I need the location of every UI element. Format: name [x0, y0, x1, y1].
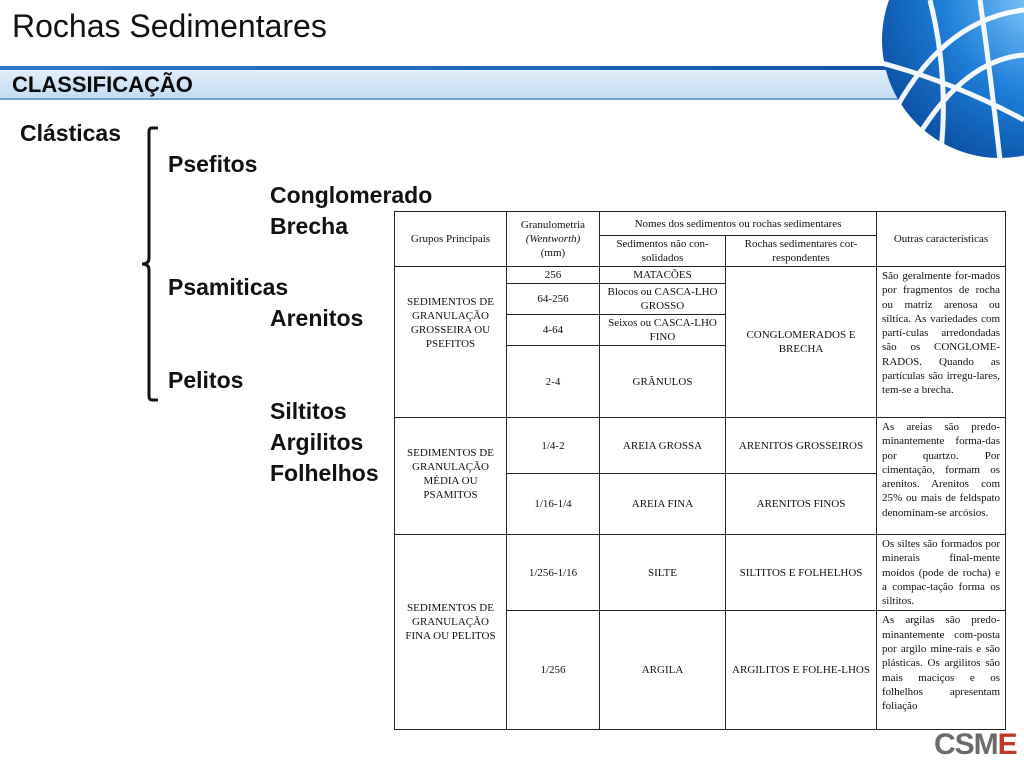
cell-rock: ARENITOS GROSSEIROS — [726, 418, 877, 474]
header-other: Outras características — [877, 212, 1006, 267]
cell-other: As areias são predo-minantemente forma-das por quartzo. Por cimentação, formam os arenitos. Arenitos com 25% ou mais de feldspato denominam-se arcósios. — [877, 418, 1006, 535]
cell-size: 1/16-1/4 — [507, 474, 600, 535]
outline-group-pelitos: Pelitos — [168, 367, 244, 393]
cell-other: As argilas são predo-minantemente com-posta por argilo mine-rais e são plásticas. Os argilitos são mais maciços e os folhelhos apresentam foliação — [877, 611, 1006, 730]
table-row — [395, 267, 1006, 284]
header-granulometry-scale: (Wentworth) — [525, 233, 581, 245]
header-unconsolidated: Sedimentos não con-solidados — [600, 236, 726, 267]
cell-size: 1/256-1/16 — [507, 535, 600, 611]
cell-sediment: GRÂNULOS — [600, 346, 726, 418]
classification-table — [394, 211, 1006, 730]
cell-size: 256 — [507, 267, 600, 284]
cell-sediment: SILTE — [600, 535, 726, 611]
csme-logo — [934, 728, 1017, 762]
cell-sediment: AREIA FINA — [600, 474, 726, 535]
header-granulometry-unit: (mm) — [540, 247, 566, 259]
cell-sediment: Blocos ou CASCA-LHO GROSSO — [600, 284, 726, 315]
logo-text-main: CSM — [934, 728, 998, 761]
cell-group: SEDIMENTOS DE GRANULAÇÃO FINA OU PELITOS — [395, 535, 507, 730]
outline-item: Brecha — [270, 213, 348, 239]
header-rocks: Rochas sedimentares cor-respondentes — [726, 236, 877, 267]
outline-item: Folhelhos — [270, 460, 379, 486]
cell-sediment: ARGILA — [600, 611, 726, 730]
table-row — [395, 535, 1006, 611]
cell-rock: SILTITOS E FOLHELHOS — [726, 535, 877, 611]
cell-other: Os siltes são formados por minerais final-mente moídos (pode de rocha) e a compac-tação forma os siltitos. — [877, 535, 1006, 611]
outline-item: Siltitos — [270, 398, 347, 424]
cell-group: SEDIMENTOS DE GRANULAÇÃO GROSSEIRA OU PSEFITOS — [395, 267, 507, 418]
slide-title: Rochas Sedimentares — [12, 8, 327, 44]
cell-size: 2-4 — [507, 346, 600, 418]
cell-size: 4-64 — [507, 315, 600, 346]
header-granulometry-title: Granulometria — [520, 219, 586, 231]
cell-rock: ARGILITOS E FOLHE-LHOS — [726, 611, 877, 730]
cell-other: São geralmente for-mados por fragmentos de rocha ou matriz arenosa ou síltica. As variedades com partí-culas arredondadas são os CONGLOME-RADOS. Quando as partículas são irregu-lares, tem-se a brecha. — [877, 267, 1006, 418]
outline-root: Clásticas — [20, 120, 122, 146]
outline-item: Argilitos — [270, 429, 364, 455]
outline-group-psamiticas: Psamiticas — [168, 274, 289, 300]
outline-item: Arenitos — [270, 305, 364, 331]
cell-size: 64-256 — [507, 284, 600, 315]
header-granulometry — [507, 212, 600, 267]
cell-rock: ARENITOS FINOS — [726, 474, 877, 535]
logo-text-accent: E — [997, 728, 1017, 761]
cell-sediment: MATACÕES — [600, 267, 726, 284]
cell-size: 1/256 — [507, 611, 600, 730]
classification-table-wrapper — [394, 211, 1005, 719]
cell-rock: CONGLOMERADOS E BRECHA — [726, 267, 877, 418]
cell-sediment: Seixos ou CASCA-LHO FINO — [600, 315, 726, 346]
globe-icon — [870, 0, 1024, 160]
cell-sediment: AREIA GROSSA — [600, 418, 726, 474]
cell-group: SEDIMENTOS DE GRANULAÇÃO MÉDIA OU PSAMITOS — [395, 418, 507, 535]
outline-group-psefitos: Psefitos — [168, 151, 258, 177]
table-header-row — [395, 212, 1006, 236]
table-row — [395, 418, 1006, 474]
header-names: Nomes dos sedimentos ou rochas sedimentares — [600, 212, 877, 236]
cell-size: 1/4-2 — [507, 418, 600, 474]
slide-subtitle: CLASSIFICAÇÃO — [12, 72, 193, 97]
header-groups: Grupos Principais — [395, 212, 507, 267]
outline-item: Conglomerado — [270, 182, 433, 208]
left-brace-icon — [140, 124, 164, 404]
